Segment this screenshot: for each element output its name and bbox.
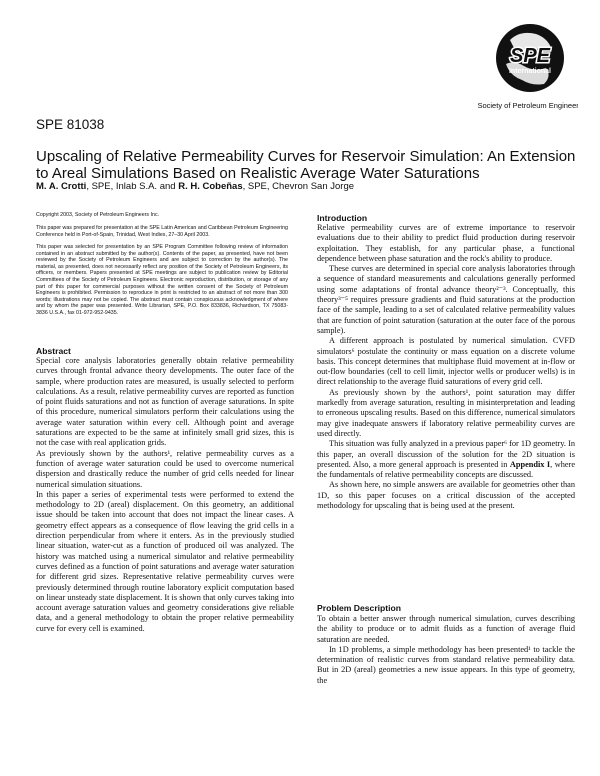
author-1-name: M. A. Crotti (36, 181, 87, 192)
intro-paragraph (317, 439, 575, 480)
intro-paragraph: A different approach is postulated by numerical simulation. CVFD simulators⁶ postulate the continuity or mass equation on a discrete volume basis. This concept determines that multiphase fluid movement at in-flow or out-flow boundaries (cell to cell limit, injector wells or producer wells) is in direct relationship to the average fluid saturations of every grid cell. (317, 336, 575, 387)
svg-text:Society of Petroleum Engineers: Society of Petroleum Engineers (477, 101, 578, 110)
paper-title: Upscaling of Relative Permeability Curves for Reservoir Simulation: An Extension to Areal Simulations Based on Realistic Average Water Saturations (36, 148, 576, 182)
author-1-affiliation: , SPE, Inlab S.A. and (86, 181, 179, 192)
introduction-heading: Introduction (317, 213, 368, 223)
abstract-paragraph: In this paper a series of experimental tests were performed to extend the methodology to 2D (areal) displacement. On this geometry, an additional issue should be taken into account that does not impact the linear cases. A geometry effect appears as a consequence of flow leaving the grid cells in a direction perpendicular from where it enters. As in the previously studied linear situation, water-cut as a function of produced oil was analyzed. The history was matched using a numerical simulator and relative permeability curves defined as a function of point saturations and average water saturation for different grid sizes. Representative relative permeability curves were previously determined through routine laboratory explicit computation based on linear unsteady state displacement. It is shown that only curves taking into account average saturation values and geometry considerations give reliable data, and a general methodology to obtain the proper relative permeability curve for every cell is examined. (36, 489, 294, 633)
intro-paragraph: Relative permeability curves are of extreme importance to reservoir evaluations due to their ability to predict fluid production during reservoir exploitation. They establish, for any particular phase, a functional dependence between phase saturation and the rock's ability to produce. (317, 223, 575, 263)
intro-paragraph: These curves are determined in special core analysis laboratories through a sequence of standard measurements and calculations generally performed using some adaptations of frontal advance theory²⁻³. Conceptually, this theory³⁻⁵ requires pressure gradients and fluid saturations at the production face of the sample, leading to a set of calculated relative permeability values that are function of point saturation (saturation at the outer face of the porous sample). (317, 264, 575, 335)
abstract-body (36, 356, 294, 634)
svg-text:International: International (508, 68, 552, 75)
introduction-body (317, 223, 575, 511)
problem-paragraph: In 1D problems, a simple methodology has been presented¹ to tackle the determination of realistic curves from standard relative permeability data. But in 2D (areal) geometries a new issue appears. In this type of geometry, the (317, 644, 575, 685)
abstract-heading: Abstract (36, 346, 71, 356)
svg-text:SPE: SPE (509, 45, 551, 67)
review-disclaimer: This paper was selected for presentation by an SPE Program Committee following review of information contained in an abstract submitted by the author(s). Contents of the paper, as presented, have not been reviewed by the Society of Petroleum Engineers and are subject to correction by the author(s). The material, as presented, does not necessarily reflect any position of the Society of Petroleum Engineers, its officers, or members. Papers presented at SPE meetings are subject to publication review by Editorial Committees of the Society of Petroleum Engineers. Electronic reproduction, distribution, or storage of any part of this paper for commercial purposes without the written consent of the Society of Petroleum Engineers is prohibited. Permission to reproduce in print is restricted to an abstract of not more than 300 words; illustrations may not be copied. The abstract must contain conspicuous acknowledgment of where and by whom the paper was presented. Write Librarian, SPE, P.O. Box 833836, Richardson, TX 75083-3836 U.S.A., fax 01-972-952-9435. (36, 244, 288, 316)
intro-text: This situation was fully analyzed in a previous paper⁶ for 1D geometry. In this paper, an overall discussion of the solution for the 2D situation is presented. Also, a more general approach is presented in (317, 439, 575, 469)
author-line (36, 181, 576, 192)
intro-text: , where the fundamentals of relative permeability concepts are discussed. (317, 459, 576, 480)
conference-note: This paper was prepared for presentation at the SPE Latin American and Caribbean Petroleum Engineering Conference held in Port-of-Spain, Trinidad, West Indies, 27–30 April 2003. (36, 225, 288, 238)
author-2-name: R. H. Cobeñas (178, 181, 243, 192)
copyright-notice: Copyright 2003, Society of Petroleum Engineers Inc. (36, 212, 160, 218)
appendix-reference: Appendix I (509, 459, 551, 469)
spe-globe-icon (448, 20, 578, 115)
intro-paragraph: As shown here, no simple answers are available for geometries other than 1D, so this paper focuses on a critical discussion of the accepted methodology for upscaling that is being used at the present. (317, 480, 575, 511)
abstract-paragraph: As previously shown by the authors¹, relative permeability curves as a function of average water saturation could be used to overcome numerical dispersion and drastically reduce the number of grid cells needed for linear numerical simulation situations. (36, 448, 294, 489)
abstract-paragraph: Special core analysis laboratories generally obtain relative permeability curves through frontal advance theory developments. The outer face of the sample, where production rates are measured, is usually selected to perform calculations. As a result, relative permeability curves are reported as function of point fluids saturations and not as function of average saturations. In spite of this procedure, numerical simulators perform their calculations using the average water saturation within every cell. Although point and average saturations are expected to be the same at infinitely small grid sizes, this is not the case with real application grids. (36, 356, 294, 448)
spe-logo (448, 20, 578, 115)
problem-body (317, 614, 575, 686)
problem-heading: Problem Description (317, 603, 402, 613)
intro-paragraph: As previously shown by the authors¹, point saturation may differ markedly from average saturation, resulting in misinterpretation and leading to erroneous upscaling results. Based on this difference, numerical simulators may give inadequate answers if laboratory relative permeability curves are used directly. (317, 387, 575, 438)
author-2-affiliation: , SPE, Chevron San Jorge (242, 181, 355, 192)
problem-paragraph: To obtain a better answer through numerical simulation, curves describing the ability to produce or to admit fluids as a function of average fluid saturation are needed. (317, 614, 575, 644)
paper-number: SPE 81038 (36, 117, 105, 132)
